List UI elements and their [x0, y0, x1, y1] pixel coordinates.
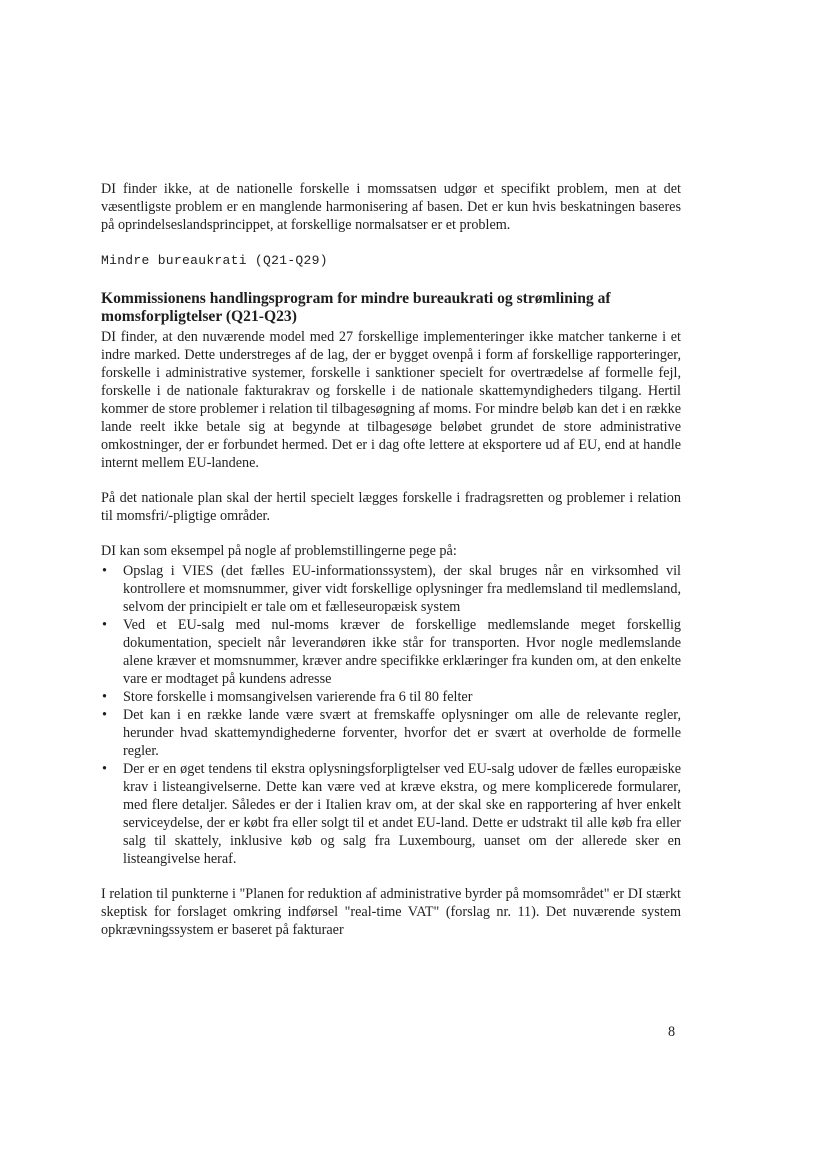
bullet-icon: • [102, 761, 107, 777]
section-heading: Kommissionens handlingsprogram for mindre bureaukrati og strømlining af momsforpligtelser (Q21-Q23) [101, 290, 611, 325]
bullet-icon: • [102, 617, 107, 633]
section-heading-mono: Mindre bureaukrati (Q21-Q29) [101, 253, 328, 268]
list-item-text: Det kan i en række lande være svært at fremskaffe oplysninger om alle de relevante regler, herunder hvad skattemyndighederne forventer, hvorfor det er svært at overholde de formelle regler. [123, 707, 681, 759]
paragraph-examples-intro: DI kan som eksempel på nogle af problemstillingerne pege på: [101, 543, 457, 559]
page-number: 8 [668, 1024, 676, 1040]
bullet-icon: • [102, 707, 107, 723]
paragraph-harmonisation: DI finder ikke, at de nationelle forskelle i momssatsen udgør et specifikt problem, men at det væsentligste problem er en manglende harmonisering af basen. Det er kun hvis beskatningen baseres på oprindelseslandsprincippet, at forskellige normalsatser er et problem. [101, 181, 681, 233]
list-item [101, 760, 681, 868]
bullet-icon: • [102, 689, 107, 705]
paragraph-real-time-vat: I relation til punkterne i "Planen for reduktion af administrative byrder på momsområdet" er DI stærkt skeptisk for forslaget omkring indførsel "real-time VAT" (forslag nr. 11). Det nuværende system opkrævningssystem er baseret på fakturaer [101, 886, 681, 938]
list-item-text: Ved et EU-salg med nul-moms kræver de forskellige medlemslande meget forskellig dokumentation, specielt når leverandøren ikke står for transporten. Hvor nogle medlemslande alene kræver et momsnummer, kræver andre specifikke erklæringer fra kunden om, at den enkelte vare er modtaget på kundens adresse [123, 617, 681, 687]
paragraph-national-plan: På det nationale plan skal der hertil specielt lægges forskelle i fradragsretten og problemer i relation til momsfri/-pligtige områder. [101, 490, 681, 524]
list-item-text: Store forskelle i momsangivelsen varierende fra 6 til 80 felter [123, 689, 473, 705]
list-item-text: Der er en øget tendens til ekstra oplysningsforpligtelser ved EU-salg udover de fælles europæiske krav i listeangivelserne. Dette kan være ved at kræve ekstra, og mere komplicerede formularer, med flere detaljer. Således er der i Italien krav om, at der skal ske en rapportering af hver enkelt serviceydelse, der er købt fra eller solgt til et andet EU-land. Dette er udstrakt til alle køb fra eller salg til skattely, inklusive køb og salg fra Luxembourg, uanset om der allerede sker en listeangivelse heraf. [123, 761, 681, 867]
document-body [101, 180, 681, 939]
paragraph-implementations: DI finder, at den nuværende model med 27 forskellige implementeringer ikke matcher tankerne i et indre marked. Dette understreges af de lag, der er bygget ovenpå i form af forskellige rapporteringer, forskelle i administrative systemer, forskelle i sanktioner specielt for overtrædelse af formelle fejl, forskelle i de nationale fakturakrav og forskelle i de nationale skattemyndigheders tilgang. Hertil kommer de store problemer i relation til tilbagesøgning af moms. For mindre beløb kan det i en række lande reelt ikke betale sig at begynde at tilbagesøge beløbet grundet de store administrative omkostninger, der er forbundet hermed. Det er i dag ofte lettere at eksportere ud af EU, end at handle internt mellem EU-landene. [101, 329, 681, 471]
list-item [101, 706, 681, 760]
list-item-text: Opslag i VIES (det fælles EU-informationssystem), der skal bruges når en virksomhed vil kontrollere et momsnummer, giver vidt forskellige oplysninger fra medlemsland til medlemsland, selvom der principielt er tale om et fælleseuropæisk system [123, 563, 681, 615]
bullet-icon: • [102, 563, 107, 579]
list-item [101, 616, 681, 688]
bullet-list [101, 562, 681, 868]
list-item [101, 688, 681, 706]
list-item [101, 562, 681, 616]
